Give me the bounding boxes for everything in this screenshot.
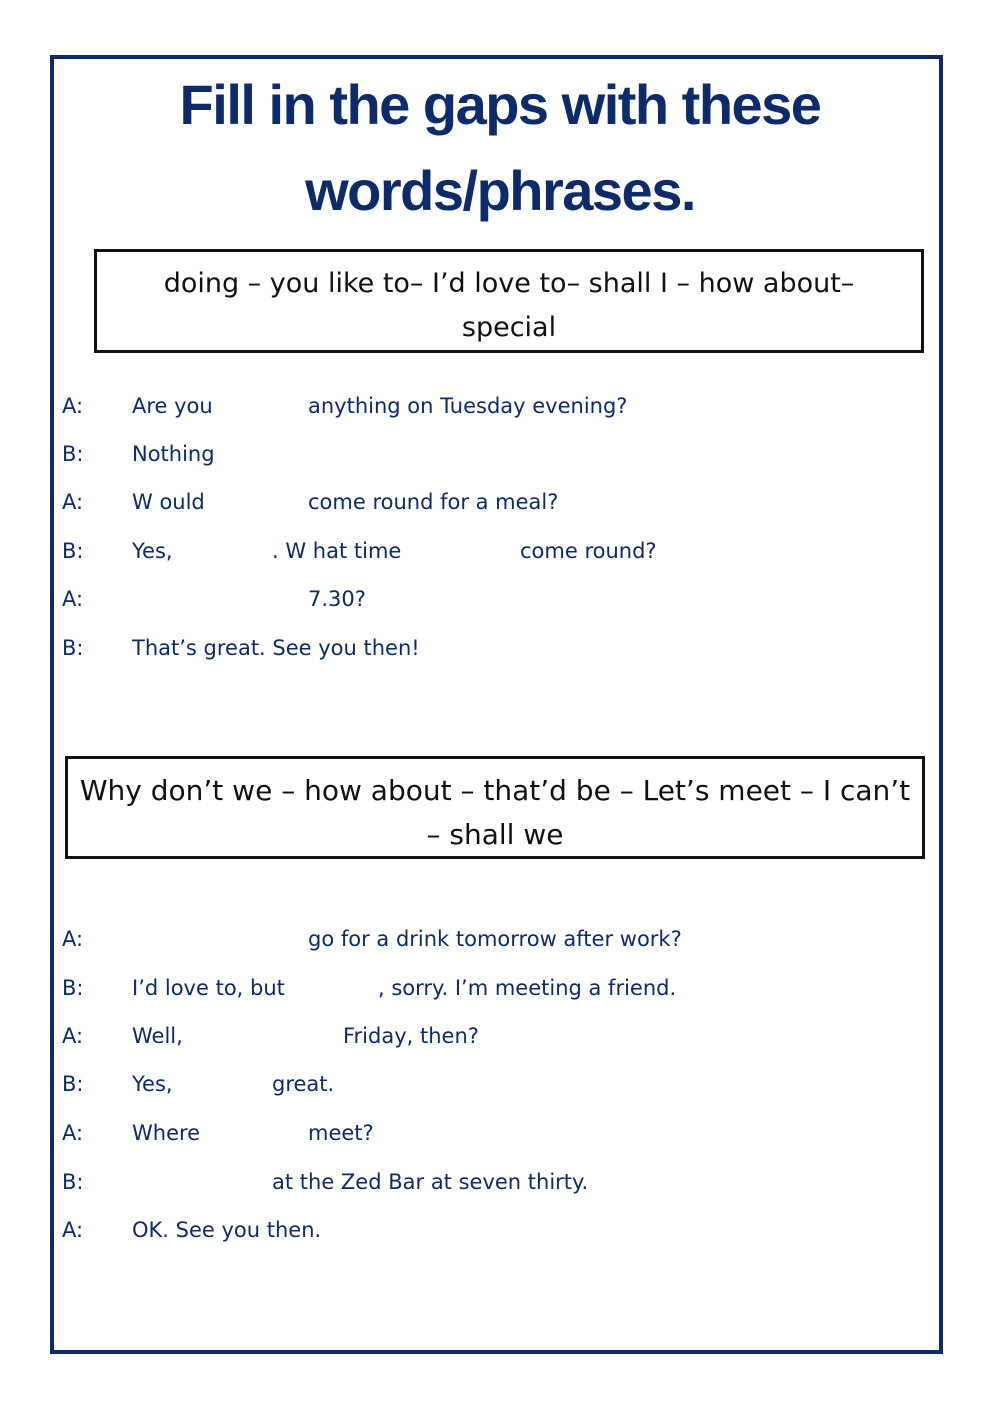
- word-box-1-line-2: special: [461, 312, 557, 343]
- dialogue-text: Friday, then?: [343, 1024, 479, 1048]
- speaker-label: A:: [62, 1024, 84, 1048]
- dialogue-text: W ould: [132, 490, 205, 514]
- speaker-label: B:: [62, 1170, 84, 1194]
- speaker-label: B:: [62, 1072, 84, 1096]
- dialogue-text: OK. See you then.: [132, 1218, 322, 1242]
- dialogue-text: come round?: [520, 539, 657, 563]
- speaker-label: A:: [62, 1218, 84, 1242]
- dialogue-text: That’s great. See you then!: [132, 636, 420, 660]
- dialogue-text: go for a drink tomorrow after work?: [308, 927, 682, 951]
- page-title: [0, 62, 1000, 234]
- dialogue-text: Nothing: [132, 442, 215, 466]
- word-box-1-line-1: doing – you like to– I’d love to– shall I – how about–: [163, 268, 855, 299]
- dialogue-text: Are you: [132, 394, 213, 418]
- dialogue-text: I’d love to, but: [132, 976, 285, 1000]
- speaker-label: A:: [62, 490, 84, 514]
- speaker-label: B:: [62, 636, 84, 660]
- word-box-2: [65, 756, 925, 859]
- dialogue-text: . W hat time: [272, 539, 402, 563]
- word-box-2-line-2: – shall we: [426, 818, 564, 851]
- speaker-label: B:: [62, 539, 84, 563]
- word-box-2-line-1: Why don’t we – how about – that’d be – Let’s meet – I can’t: [79, 774, 911, 807]
- speaker-label: A:: [62, 927, 84, 951]
- dialogue-text: 7.30?: [308, 587, 366, 611]
- title-line-2: words/phrases.: [305, 159, 695, 222]
- dialogue-text: Well,: [132, 1024, 183, 1048]
- speaker-label: A:: [62, 587, 84, 611]
- speaker-label: B:: [62, 976, 84, 1000]
- title-line-1: Fill in the gaps with these: [179, 73, 821, 136]
- dialogue-text: , sorry. I’m meeting a friend.: [378, 976, 677, 1000]
- dialogue-text: Where: [132, 1121, 201, 1145]
- dialogue-text: at the Zed Bar at seven thirty.: [272, 1170, 589, 1194]
- speaker-label: A:: [62, 1121, 84, 1145]
- dialogue-text: Yes,: [132, 1072, 173, 1096]
- dialogue-text: great.: [272, 1072, 335, 1096]
- speaker-label: A:: [62, 394, 84, 418]
- dialogue-text: come round for a meal?: [308, 490, 559, 514]
- dialogue-text: anything on Tuesday evening?: [308, 394, 628, 418]
- dialogue-text: Yes,: [132, 539, 173, 563]
- word-box-1: [94, 249, 924, 353]
- speaker-label: B:: [62, 442, 84, 466]
- dialogue-text: meet?: [308, 1121, 374, 1145]
